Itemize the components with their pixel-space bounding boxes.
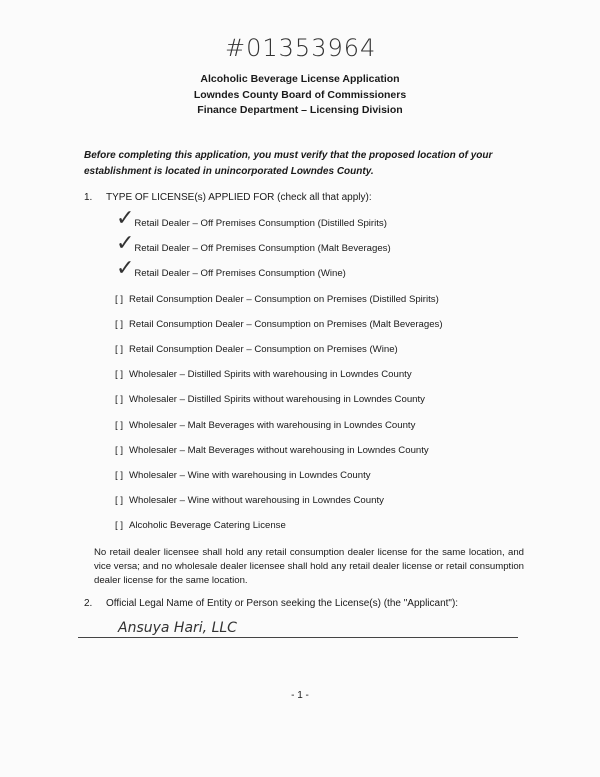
license-option-label: Alcoholic Beverage Catering License (129, 520, 286, 532)
page-number: - 1 - (291, 690, 309, 701)
checkbox[interactable]: [ ] (115, 520, 123, 532)
question-label: Official Legal Name of Entity or Person seeking the License(s) (the "Applicant"): (106, 598, 459, 609)
checkbox[interactable]: [ ] (115, 444, 123, 456)
license-option[interactable] (115, 344, 398, 355)
license-option[interactable] (115, 445, 429, 456)
header-title: Alcoholic Beverage License Application (200, 73, 400, 85)
license-option-label: Wholesaler – Distilled Spirits without warehousing in Lowndes County (129, 394, 425, 406)
license-option[interactable] (115, 520, 286, 531)
checkbox[interactable]: [ ] (115, 470, 123, 481)
checkbox[interactable]: [ ] (115, 318, 123, 330)
checkbox[interactable]: [ ] (115, 394, 123, 406)
license-option[interactable] (115, 268, 346, 279)
license-option-label: Wholesaler – Wine without warehousing in Lowndes County (129, 495, 384, 507)
license-option-label: Wholesaler – Malt Beverages with warehousing in Lowndes County (129, 419, 416, 431)
intro-text: Before completing this application, you must verify that the proposed location of your establishment is located in unincorporated Lowndes County. (84, 150, 493, 177)
header-department: Finance Department – Licensing Division (197, 104, 403, 116)
license-option[interactable] (115, 470, 371, 481)
checkbox[interactable]: [ ] (115, 495, 123, 507)
license-option-label: Retail Consumption Dealer – Consumption on Premises (Wine) (129, 344, 398, 355)
license-option[interactable] (115, 218, 387, 229)
license-option-label: Wholesaler – Wine with warehousing in Lowndes County (129, 470, 371, 481)
license-option-label: Retail Dealer – Off Premises Consumption (Malt Beverages) (134, 243, 391, 255)
license-option[interactable] (115, 495, 384, 506)
handwritten-check-icon: ✓ (116, 206, 135, 231)
checkbox[interactable]: [ ] (115, 369, 123, 381)
checkbox[interactable]: [ ] (115, 344, 123, 355)
question-label: TYPE OF LICENSE(s) APPLIED FOR (check all that apply): (106, 192, 372, 203)
question-1 (84, 192, 372, 203)
license-option[interactable] (115, 394, 425, 405)
handwritten-check-icon: ✓ (116, 256, 135, 282)
question-2 (84, 598, 458, 609)
license-option[interactable] (115, 319, 443, 330)
license-option-label: Retail Consumption Dealer – Consumption on Premises (Distilled Spirits) (129, 293, 439, 305)
signature-line (78, 637, 518, 638)
licensing-note: No retail dealer licensee shall hold any retail consumption dealer license for the same location, and vice versa; and no wholesale dealer licensee shall hold any retail dealer license or retail consumption dealer license for the same location. (94, 547, 524, 586)
license-option-label: Wholesaler – Malt Beverages without warehousing in Lowndes County (129, 444, 429, 456)
license-option[interactable] (115, 369, 412, 380)
checkbox[interactable]: [ ] (115, 293, 123, 305)
license-option[interactable] (115, 243, 391, 254)
checkbox[interactable]: [ ] (115, 419, 123, 431)
license-option-label: Retail Consumption Dealer – Consumption on Premises (Malt Beverages) (129, 318, 443, 330)
question-number: 2. (84, 598, 93, 609)
license-option-label: Retail Dealer – Off Premises Consumption (Wine) (134, 268, 346, 280)
license-option[interactable] (115, 294, 439, 305)
license-option-label: Retail Dealer – Off Premises Consumption (Distilled Spirits) (134, 218, 387, 229)
license-option[interactable] (115, 420, 415, 431)
license-option-label: Wholesaler – Distilled Spirits with warehousing in Lowndes County (129, 369, 412, 381)
header-board: Lowndes County Board of Commissioners (193, 89, 407, 101)
question-number: 1. (84, 192, 93, 203)
applicant-name-field[interactable]: Ansuya Hari, LLC (118, 620, 237, 636)
handwritten-check-icon: ✓ (116, 231, 135, 257)
handwritten-doc-number: #01353964 (225, 34, 377, 62)
